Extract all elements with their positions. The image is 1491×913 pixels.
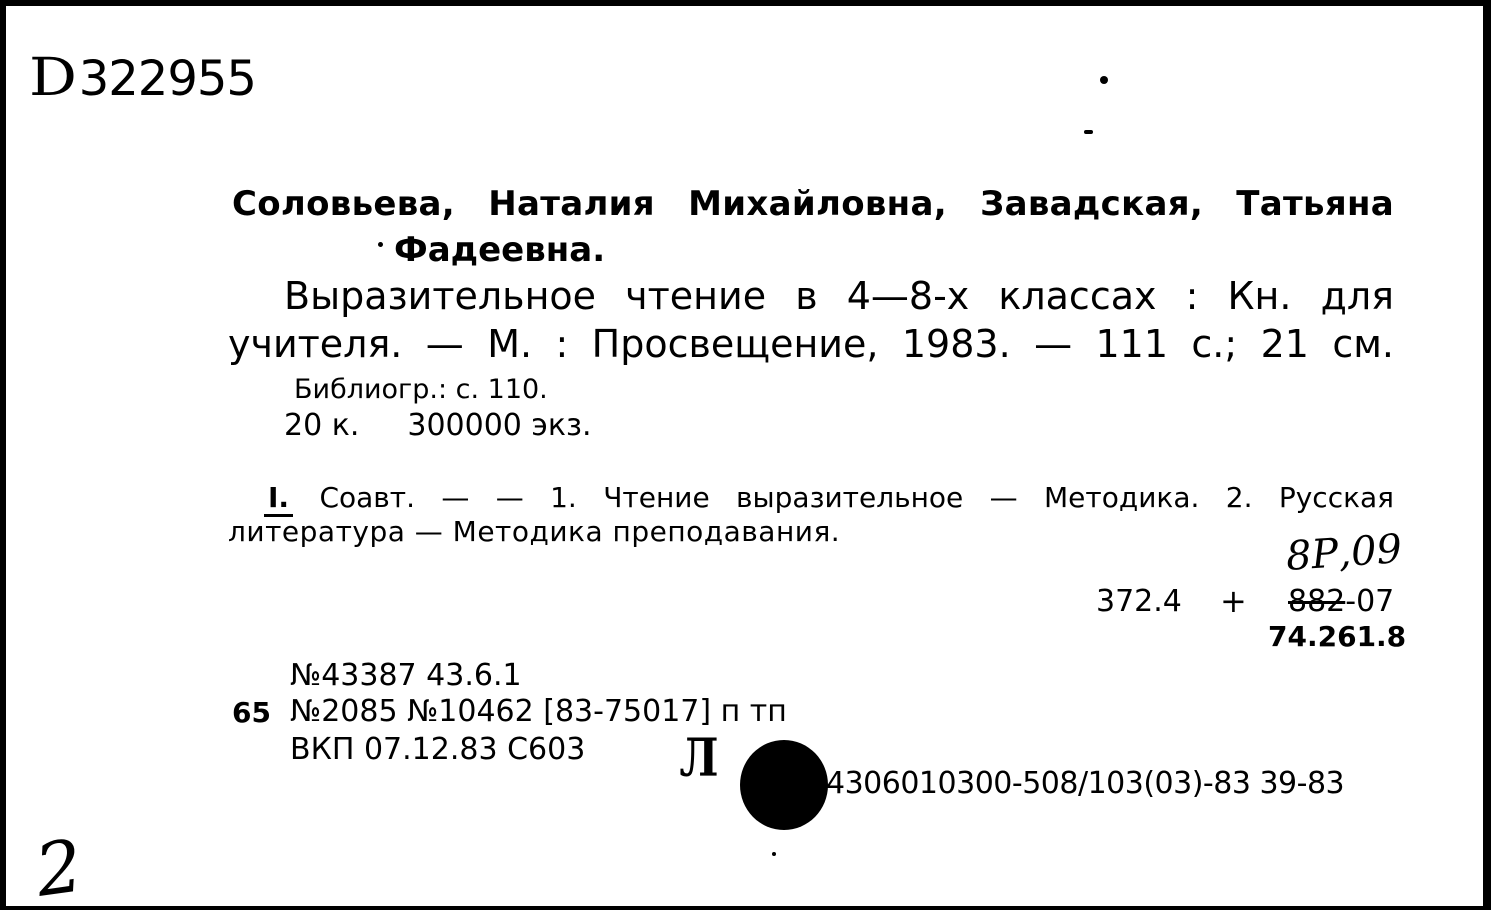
- footer-line-2-number: 65: [232, 696, 271, 729]
- bbk-struck-part: 882: [1288, 584, 1346, 619]
- card-number-value: 322955: [78, 51, 256, 107]
- subject-tracings: [264, 480, 1394, 517]
- plus-sign: +: [1220, 582, 1247, 620]
- authors-heading-continuation: Фадеевна.: [394, 230, 606, 270]
- footer-line-3: ВКП 07.12.83 С603: [290, 732, 586, 767]
- copies-count: 300000 экз.: [407, 408, 592, 443]
- handwritten-classification: 8Р,09: [1284, 526, 1404, 580]
- udc-code: 372.4: [1096, 584, 1182, 619]
- card-number: [28, 48, 256, 108]
- handwritten-corner-number: 2: [30, 823, 88, 913]
- subject-tracings-continuation: литература — Методика преподавания.: [228, 515, 841, 548]
- punch-hole-icon: [740, 740, 828, 830]
- speck-mark: [772, 852, 776, 856]
- title-statement: Выразительное чтение в 4—8-х классах : Кн. для: [284, 274, 1394, 318]
- subject-tracings-text: Соавт. — — 1. Чтение выразительное — Методика. 2. Русская: [293, 481, 1394, 514]
- bbk-code: 74.261.8: [1268, 620, 1407, 653]
- footer-line-1: №43387 43.6.1: [290, 658, 522, 693]
- speck-mark: [1100, 76, 1108, 84]
- authors-heading: Соловьева, Наталия Михайловна, Завадская, Татьяна: [232, 184, 1394, 224]
- publication-statement: учителя. — М. : Просвещение, 1983. — 111 с.; 21 см.: [228, 322, 1394, 366]
- isbn-code: 4306010300-508/103(03)-83 39-83: [826, 766, 1345, 801]
- footer-line-2: №2085 №10462 [83-75017] п тп: [290, 694, 787, 729]
- bbk-rest: -07: [1345, 584, 1395, 619]
- roman-numeral: I.: [264, 483, 293, 517]
- bbk-code-old: [1288, 584, 1394, 619]
- speck-mark: [378, 242, 383, 247]
- speck-mark: [1084, 130, 1093, 134]
- price: 20 к.: [284, 408, 360, 443]
- card-number-prefix: D: [28, 48, 76, 108]
- letter-mark: Л: [679, 728, 719, 789]
- bibliography-note: Библиогр.: с. 110.: [294, 374, 548, 405]
- price-and-copies: [284, 406, 592, 445]
